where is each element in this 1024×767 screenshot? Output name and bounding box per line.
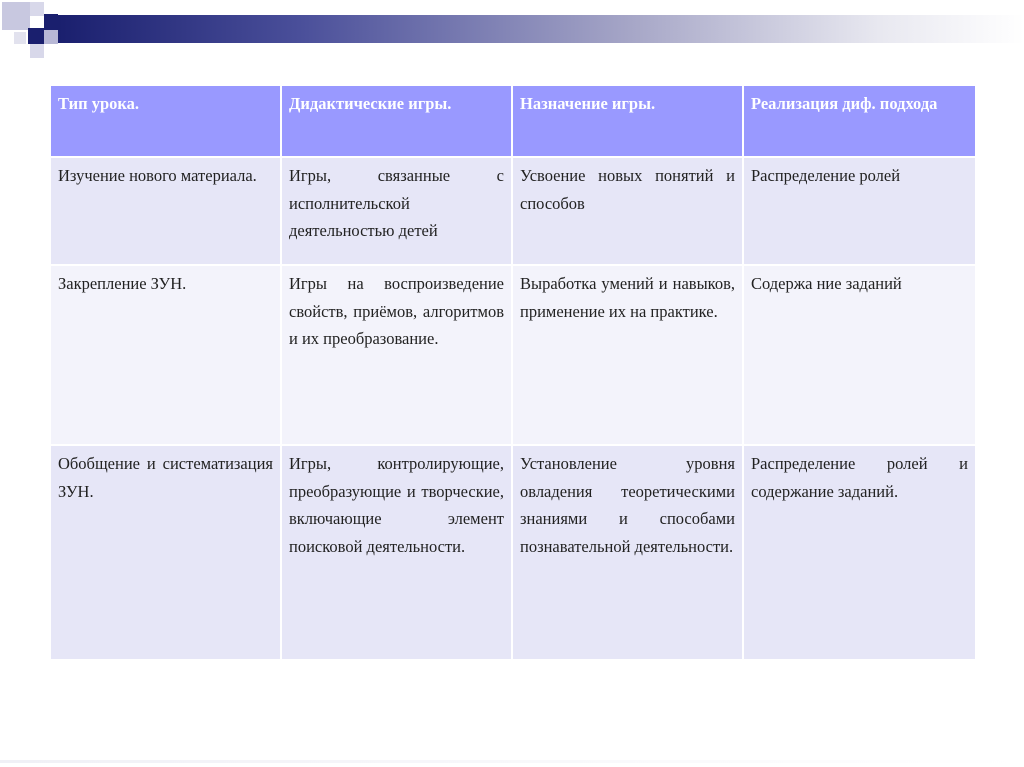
table-cell: Содержа ние заданий [743,265,976,445]
deco-square [30,2,44,16]
header-cell-lesson-type: Тип урока. [50,85,281,157]
table-cell: Выработка умений и навыков, применение их на практике. [512,265,743,445]
table-row [50,157,976,265]
deco-square [14,32,26,44]
bottom-divider [0,760,1024,763]
deco-square [2,2,30,30]
table-cell: Усвоение новых понятий и способов [512,157,743,265]
header-cell-game-purpose: Назначение игры. [512,85,743,157]
table-cell: Установление уровня овладения теоретическими знаниями и способами познавательной деятельности. [512,445,743,660]
deco-square [28,28,44,44]
table-row [50,445,976,660]
header-cell-didactic-games: Дидактические игры. [281,85,512,157]
header-row [50,85,976,157]
table-cell: Игры, контролирующие, преобразующие и творческие, включающие элемент поисковой деятельности. [281,445,512,660]
header-cell-differentiation: Реализация диф. подхода [743,85,976,157]
table-cell: Распределение ролей [743,157,976,265]
table-row [50,265,976,445]
table-cell: Закрепление ЗУН. [50,265,281,445]
table-cell: Распределение ролей и содержание заданий. [743,445,976,660]
table-cell: Игры, связанные с исполнительской деятельностью детей [281,157,512,265]
header-decoration [0,0,1024,60]
table-cell: Изучение нового материала. [50,157,281,265]
lesson-table [49,84,977,661]
table-cell: Обобщение и систематизация ЗУН. [50,445,281,660]
gradient-bar [58,15,1024,43]
deco-square [30,44,44,58]
deco-square [44,14,58,30]
deco-square [44,30,58,44]
table-cell: Игры на воспроизведение свойств, приёмов, алгоритмов и их преобразование. [281,265,512,445]
